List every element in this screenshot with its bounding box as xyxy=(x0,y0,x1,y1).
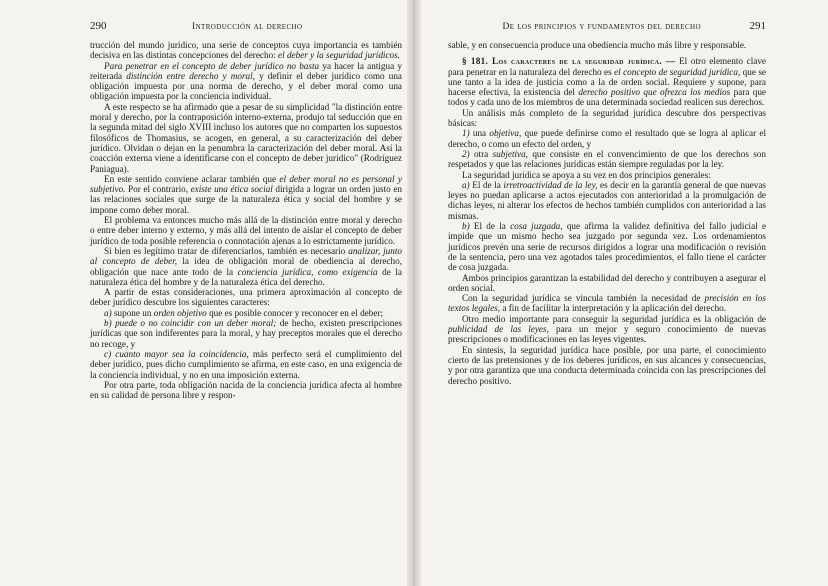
italic-text: publicidad de las leyes, xyxy=(448,324,549,335)
right-page-body xyxy=(448,40,766,386)
paragraph xyxy=(448,108,766,129)
text-run: El de la xyxy=(469,179,504,190)
text-run: ya hacer la antigua y reiterada xyxy=(90,60,403,81)
section-heading: § 181. Los caracteres de la seguridad jurídica. — xyxy=(462,56,676,67)
italic-text: a) xyxy=(462,179,470,190)
italic-text: subjetiva, xyxy=(492,148,529,159)
paragraph xyxy=(448,56,766,107)
paragraph xyxy=(448,180,766,221)
left-page-number: 290 xyxy=(90,20,107,32)
text-run: la idea de obligación moral de obediencia al derecho, obligación que nace ante todo de la xyxy=(90,256,402,277)
text-run: una xyxy=(469,128,490,139)
text-run: trucción del mundo jurídico, una serie de conceptos cuya importancia es también decisiva en las distintas concepciones del derecho: xyxy=(90,40,402,61)
text-run: de hecho, existen prescripciones jurídicas que son indiferentes para la moral, y hay preceptos morales que el derecho no recoge, y xyxy=(90,318,402,349)
paragraph xyxy=(90,61,402,102)
text-run: de la naturaleza ética del hombre y de la naturaleza ética del derecho. xyxy=(90,266,402,287)
italic-text: el deber moral no es personal y subjetivo. xyxy=(90,173,402,195)
text-run: supone un xyxy=(111,307,154,318)
text-run: Un análisis más completo de la seguridad jurídica descubre dos perspectivas básicas: xyxy=(448,107,766,129)
italic-text: el deber y la seguridad jurídicos. xyxy=(278,50,401,61)
italic-text: b) puede o no coincidir con un deber moral; xyxy=(104,318,277,329)
italic-text: 1) xyxy=(462,128,470,139)
text-run: Con la seguridad jurídica se vincula también la necesidad de xyxy=(462,293,705,304)
text-run: y definir el deber jurídico como una obligación impuesta por una norma de derecho, y el deber moral como una obligación impuesta por la conciencia individual. xyxy=(90,70,402,102)
paragraph xyxy=(90,40,402,61)
paragraph xyxy=(448,40,766,50)
paragraph xyxy=(90,174,402,215)
text-run: a fin de facilitar la interpretación y la aplicación del derecho. xyxy=(500,303,727,314)
text-run: A partir de estas consideraciones, una primera aproximación al concepto de deber jurídico descubre los siguientes caracteres: xyxy=(90,287,402,308)
right-running-header: De los principios y fundamentos del derecho xyxy=(502,22,701,32)
italic-text: existe una ética social xyxy=(190,184,273,195)
paragraph xyxy=(90,318,402,349)
text-run: El problema va entonces mucho más allá de la distinción entre moral y derecho o entre deber interno y externo, y más allá del intento de aislar el concepto de deber jurídico de toda posible referencia o connotación ajenas a lo estrictamente jurídico. xyxy=(90,215,402,246)
text-run: El de la xyxy=(469,221,511,232)
paragraph xyxy=(90,215,402,246)
paragraph xyxy=(448,345,766,386)
text-run: que afirma la validez definitiva del fallo judicial e impide que un mismo hecho sea juzgado por segunda vez. Los ordenamientos jurídicos prevén una serie de recursos dirigidos a lograr una modificación o revisión de la sentencia, pero una vez agotados tales procedimientos, el fallo tiene el carácter de cosa juzgada. xyxy=(448,221,767,273)
paragraph xyxy=(448,128,766,149)
italic-text: cosa juzgada, xyxy=(510,221,563,232)
text-run: Ambos principios garantizan la estabilidad del derecho y contribuyen a asegurar el orden social. xyxy=(448,272,766,293)
paragraph xyxy=(90,308,402,318)
left-running-header: Introducción al derecho xyxy=(192,22,303,32)
italic-text: objetiva, xyxy=(489,128,522,139)
text-run: para que todos y cada uno de los miembros de una determinada sociedad realicen sus derechos. xyxy=(448,87,767,108)
paragraph xyxy=(448,170,766,180)
text-run: En síntesis, la seguridad jurídica hace posible, por una parte, el conocimiento cierto de las pretensiones y de los deberes jurídicos, en sus alcances y consecuencias, y por otra garantiza que una conducta determinada coincida con las prescripciones del derecho positivo. xyxy=(448,344,766,386)
text-run: La seguridad jurídica se apoya a su vez en dos principios generales: xyxy=(462,169,711,180)
italic-text: b) xyxy=(462,221,470,232)
text-run: Otro medio importante para conseguir la seguridad jurídica es la obligación de xyxy=(462,313,766,324)
left-page-header xyxy=(90,20,402,32)
italic-text: analizar, junto al concepto de deber, xyxy=(90,245,402,267)
italic-text: conciencia jurídica, como exigencia xyxy=(237,266,378,277)
text-run: Por el contrario, xyxy=(125,184,191,195)
text-run: dirigida a lograr un orden justo en las relaciones sociales que surge de la naturaleza ética y social del hombre y se impone como deber moral. xyxy=(90,184,402,215)
left-page-body xyxy=(90,40,402,400)
italic-text: Para penetrar en el concepto de deber jurídico no basta xyxy=(104,60,320,71)
text-run: que consiste en el convencimiento de que los derechos son respetados y que las relaciones jurídicas están siempre reguladas por la ley. xyxy=(448,148,766,170)
text-run: que se une tanto a la idea de justicia como a la de orden social. Requiere y supone, para hacerse efectiva, la existencia del xyxy=(448,66,766,98)
text-run: Por otra parte, toda obligación nacida de la conciencia jurídica afecta al hombre en su calidad de persona libre y respon- xyxy=(90,379,402,401)
italic-text: el concepto de seguridad jurídica, xyxy=(614,66,741,77)
text-run: más perfecto será el cumplimiento del deber jurídico, pues dicho cumplimiento se afirma, en este caso, en una exigencia de la conciencia individual, y no en una imposición externa. xyxy=(90,348,402,380)
text-run: otra xyxy=(469,148,493,159)
paragraph xyxy=(448,221,766,272)
text-run: En este sentido conviene aclarar también que xyxy=(104,173,280,184)
right-page xyxy=(414,0,828,586)
paragraph xyxy=(448,293,766,314)
text-run: Si bien es legítimo tratar de diferenciarlos, también es necesario xyxy=(104,245,349,256)
right-page-number: 291 xyxy=(749,20,766,32)
italic-text: precisión en los textos legales, xyxy=(448,293,766,314)
text-run: A este respecto se ha afirmado que a pesar de su simplicidad "la distinción entre moral y derecho, por la contraposición interno-externa, produjo tal seducción que en la segunda mitad del siglo XVIII incluso los autores que no comparten los supuestos filosóficos de Thomasius, se acogen, en general, a su caracterización del deber jurídico. Olvidan o dejan en la penumbra la caracterización del deber moral. Así la coacción externa viene a identificarse con el concepto de deber jurídico" (Rodríguez Paniagua). xyxy=(90,101,402,174)
text-run: es decir en la garantía general de que nuevas leyes no puedan aplicarse a actos ejecutados con anterioridad a la promulgación de dichas leyes, ni alterar los efectos de hechos también cumplidos con anterioridad a las mismas. xyxy=(448,179,767,221)
paragraph xyxy=(448,149,766,170)
italic-text: 2) xyxy=(462,148,470,159)
text-run: El otro elemento clave para penetrar en la naturaleza del derecho es xyxy=(448,56,766,77)
text-run: que es posible conocer y reconocer en el deber; xyxy=(206,307,384,318)
text-run: que puede definirse como el resultado que se logra al aplicar el derecho, o como un efecto del orden, y xyxy=(448,128,766,149)
text-run: sable, y en consecuencia produce una obediencia mucho más libre y responsable. xyxy=(448,40,747,50)
paragraph xyxy=(448,314,766,345)
italic-text: irretroactividad de la ley, xyxy=(503,179,598,190)
italic-text: orden objetivo xyxy=(153,307,207,318)
paragraph xyxy=(90,102,402,174)
paragraph xyxy=(90,246,402,287)
paragraph xyxy=(448,273,766,294)
paragraph xyxy=(90,287,402,308)
italic-text: derecho positivo que ofrezca los medios xyxy=(578,87,731,98)
right-page-header xyxy=(448,20,766,32)
italic-text: distinción entre derecho y moral, xyxy=(126,70,255,81)
paragraph xyxy=(90,349,402,380)
text-run: para un mejor y seguro conocimiento de nuevas prescripciones o modificaciones en las leyes vigentes. xyxy=(448,324,766,345)
italic-text: a) xyxy=(104,307,112,318)
paragraph xyxy=(90,380,402,401)
italic-text: c) cuanto mayor sea la coincidencia, xyxy=(104,348,249,359)
